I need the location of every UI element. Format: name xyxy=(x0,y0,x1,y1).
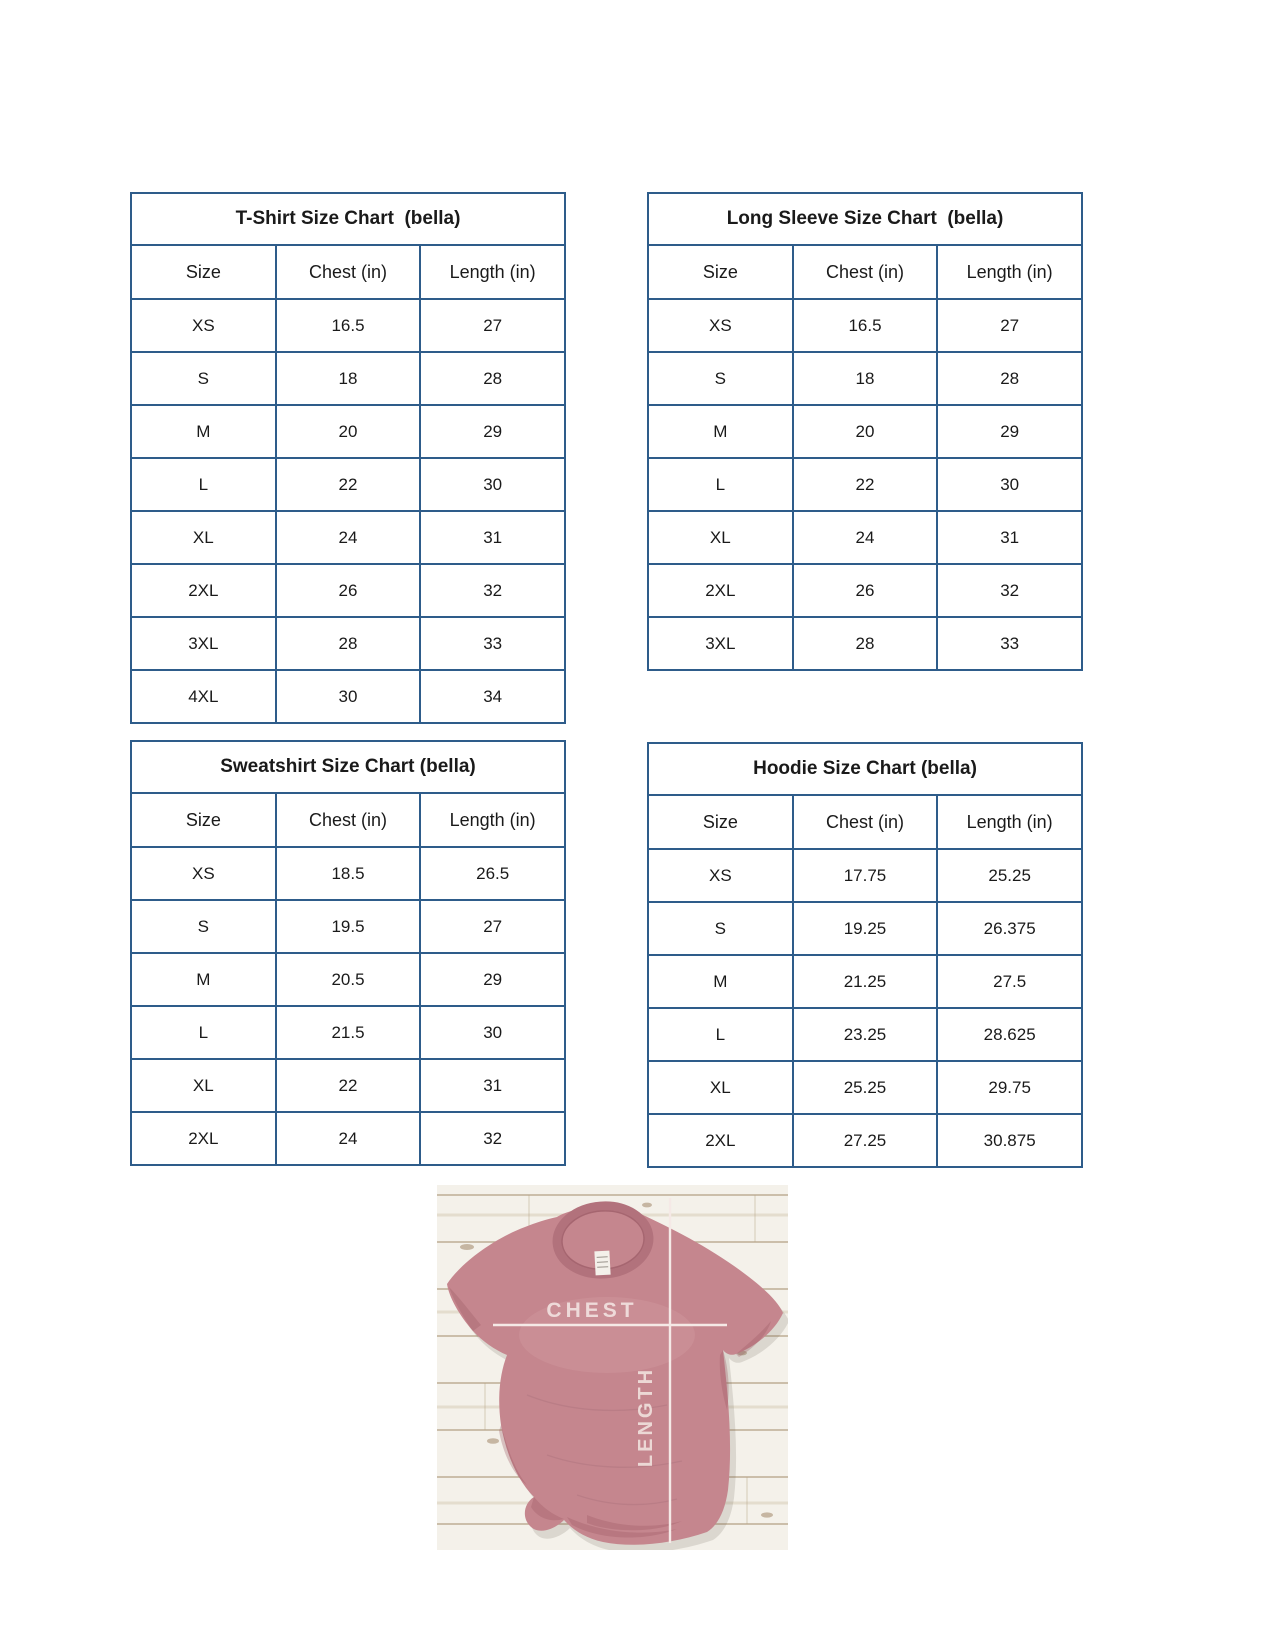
column-header: Chest (in) xyxy=(793,795,938,849)
table-cell: 26.5 xyxy=(420,847,565,900)
table-cell: 32 xyxy=(420,1112,565,1165)
table-title: T-Shirt Size Chart (bella) xyxy=(131,193,565,245)
table-cell: 33 xyxy=(937,617,1082,670)
table-cell: M xyxy=(648,955,793,1008)
table-cell: 32 xyxy=(937,564,1082,617)
table-cell: 18.5 xyxy=(276,847,421,900)
table-cell: 27 xyxy=(420,900,565,953)
table-cell: 27.25 xyxy=(793,1114,938,1167)
table-cell: XS xyxy=(131,299,276,352)
table-cell: L xyxy=(131,458,276,511)
measurement-guide-photo xyxy=(437,1185,788,1550)
table-title-row xyxy=(648,743,1082,795)
table-cell: 28 xyxy=(420,352,565,405)
table-row xyxy=(648,564,1082,617)
table-cell: M xyxy=(131,953,276,1006)
table-cell: 2XL xyxy=(648,1114,793,1167)
table-row xyxy=(648,955,1082,1008)
table-cell: 29.75 xyxy=(937,1061,1082,1114)
table-cell: 24 xyxy=(276,1112,421,1165)
table-cell: 30 xyxy=(276,670,421,723)
column-header: Length (in) xyxy=(937,245,1082,299)
table-cell: XS xyxy=(648,299,793,352)
table-cell: XS xyxy=(131,847,276,900)
table-cell: 2XL xyxy=(648,564,793,617)
table-cell: 26 xyxy=(793,564,938,617)
table-row xyxy=(648,1061,1082,1114)
table-cell: 16.5 xyxy=(276,299,421,352)
table-cell: 19.5 xyxy=(276,900,421,953)
table-row xyxy=(131,1059,565,1112)
table-cell: 33 xyxy=(420,617,565,670)
column-header: Chest (in) xyxy=(276,793,421,847)
table-cell: 18 xyxy=(276,352,421,405)
table-cell: 23.25 xyxy=(793,1008,938,1061)
table-row xyxy=(648,405,1082,458)
table-title-row xyxy=(648,193,1082,245)
table-cell: 22 xyxy=(793,458,938,511)
table-cell: S xyxy=(131,900,276,953)
table-cell: S xyxy=(131,352,276,405)
table-cell: 31 xyxy=(420,1059,565,1112)
table-title: Sweatshirt Size Chart (bella) xyxy=(131,741,565,793)
table-cell: 20 xyxy=(276,405,421,458)
table-cell: S xyxy=(648,352,793,405)
table-cell: 24 xyxy=(276,511,421,564)
table-cell: 18 xyxy=(793,352,938,405)
table-row xyxy=(648,299,1082,352)
table-cell: 22 xyxy=(276,1059,421,1112)
table-cell: 17.75 xyxy=(793,849,938,902)
table-cell: 21.25 xyxy=(793,955,938,1008)
table-cell: 4XL xyxy=(131,670,276,723)
table-row xyxy=(131,458,565,511)
table-row xyxy=(131,1006,565,1059)
table-row xyxy=(648,849,1082,902)
table-title-row xyxy=(131,741,565,793)
hoodie-size-table xyxy=(647,742,1083,1168)
table-row xyxy=(131,900,565,953)
table-header-row xyxy=(131,245,565,299)
table-row xyxy=(131,564,565,617)
table-title: Hoodie Size Chart (bella) xyxy=(648,743,1082,795)
table-cell: 34 xyxy=(420,670,565,723)
table-row xyxy=(131,670,565,723)
table-row xyxy=(648,617,1082,670)
table-cell: XS xyxy=(648,849,793,902)
table-row xyxy=(648,1008,1082,1061)
column-header: Chest (in) xyxy=(793,245,938,299)
table-cell: L xyxy=(648,1008,793,1061)
table-cell: 27 xyxy=(937,299,1082,352)
tshirt-size-table xyxy=(130,192,566,724)
table-cell: 26 xyxy=(276,564,421,617)
table-cell: S xyxy=(648,902,793,955)
table-row xyxy=(648,352,1082,405)
table-row xyxy=(131,299,565,352)
table-cell: 25.25 xyxy=(937,849,1082,902)
length-label: LENGTH xyxy=(635,1366,657,1468)
table-cell: 22 xyxy=(276,458,421,511)
table-cell: L xyxy=(648,458,793,511)
tshirt-photo-illustration xyxy=(437,1185,788,1550)
table-row xyxy=(131,511,565,564)
table-cell: 21.5 xyxy=(276,1006,421,1059)
table-row xyxy=(648,902,1082,955)
table-title: Long Sleeve Size Chart (bella) xyxy=(648,193,1082,245)
column-header: Size xyxy=(648,795,793,849)
table-cell: 24 xyxy=(793,511,938,564)
table-cell: 2XL xyxy=(131,1112,276,1165)
table-cell: XL xyxy=(131,511,276,564)
column-header: Length (in) xyxy=(937,795,1082,849)
column-header: Size xyxy=(131,245,276,299)
table-row xyxy=(131,617,565,670)
table-header-row xyxy=(648,245,1082,299)
table-title-row xyxy=(131,193,565,245)
table-header-row xyxy=(648,795,1082,849)
table-row xyxy=(648,458,1082,511)
table-cell: 29 xyxy=(937,405,1082,458)
table-cell: 19.25 xyxy=(793,902,938,955)
column-header: Chest (in) xyxy=(276,245,421,299)
table-cell: 30 xyxy=(420,458,565,511)
long-sleeve-size-table xyxy=(647,192,1083,671)
table-cell: XL xyxy=(648,1061,793,1114)
table-row xyxy=(648,511,1082,564)
table-cell: 28 xyxy=(276,617,421,670)
table-cell: 30 xyxy=(937,458,1082,511)
column-header: Size xyxy=(648,245,793,299)
table-cell: 26.375 xyxy=(937,902,1082,955)
table-cell: 32 xyxy=(420,564,565,617)
table-cell: 28 xyxy=(937,352,1082,405)
column-header: Length (in) xyxy=(420,245,565,299)
table-cell: 30.875 xyxy=(937,1114,1082,1167)
table-row xyxy=(131,352,565,405)
table-cell: 28 xyxy=(793,617,938,670)
table-cell: M xyxy=(648,405,793,458)
table-cell: 31 xyxy=(937,511,1082,564)
table-cell: 27.5 xyxy=(937,955,1082,1008)
sweatshirt-size-table xyxy=(130,740,566,1166)
column-header: Size xyxy=(131,793,276,847)
table-cell: XL xyxy=(131,1059,276,1112)
table-cell: 20 xyxy=(793,405,938,458)
table-cell: 29 xyxy=(420,405,565,458)
table-cell: 29 xyxy=(420,953,565,1006)
table-row xyxy=(131,953,565,1006)
table-cell: M xyxy=(131,405,276,458)
table-cell: 31 xyxy=(420,511,565,564)
neck-label xyxy=(594,1251,610,1276)
table-header-row xyxy=(131,793,565,847)
table-row xyxy=(131,405,565,458)
table-row xyxy=(648,1114,1082,1167)
table-cell: L xyxy=(131,1006,276,1059)
table-cell: 3XL xyxy=(131,617,276,670)
table-row xyxy=(131,847,565,900)
table-cell: 25.25 xyxy=(793,1061,938,1114)
table-row xyxy=(131,1112,565,1165)
table-cell: 27 xyxy=(420,299,565,352)
table-cell: 16.5 xyxy=(793,299,938,352)
table-cell: 28.625 xyxy=(937,1008,1082,1061)
column-header: Length (in) xyxy=(420,793,565,847)
table-cell: XL xyxy=(648,511,793,564)
table-cell: 2XL xyxy=(131,564,276,617)
chest-label: CHEST xyxy=(546,1299,638,1322)
table-cell: 20.5 xyxy=(276,953,421,1006)
table-cell: 3XL xyxy=(648,617,793,670)
table-cell: 30 xyxy=(420,1006,565,1059)
